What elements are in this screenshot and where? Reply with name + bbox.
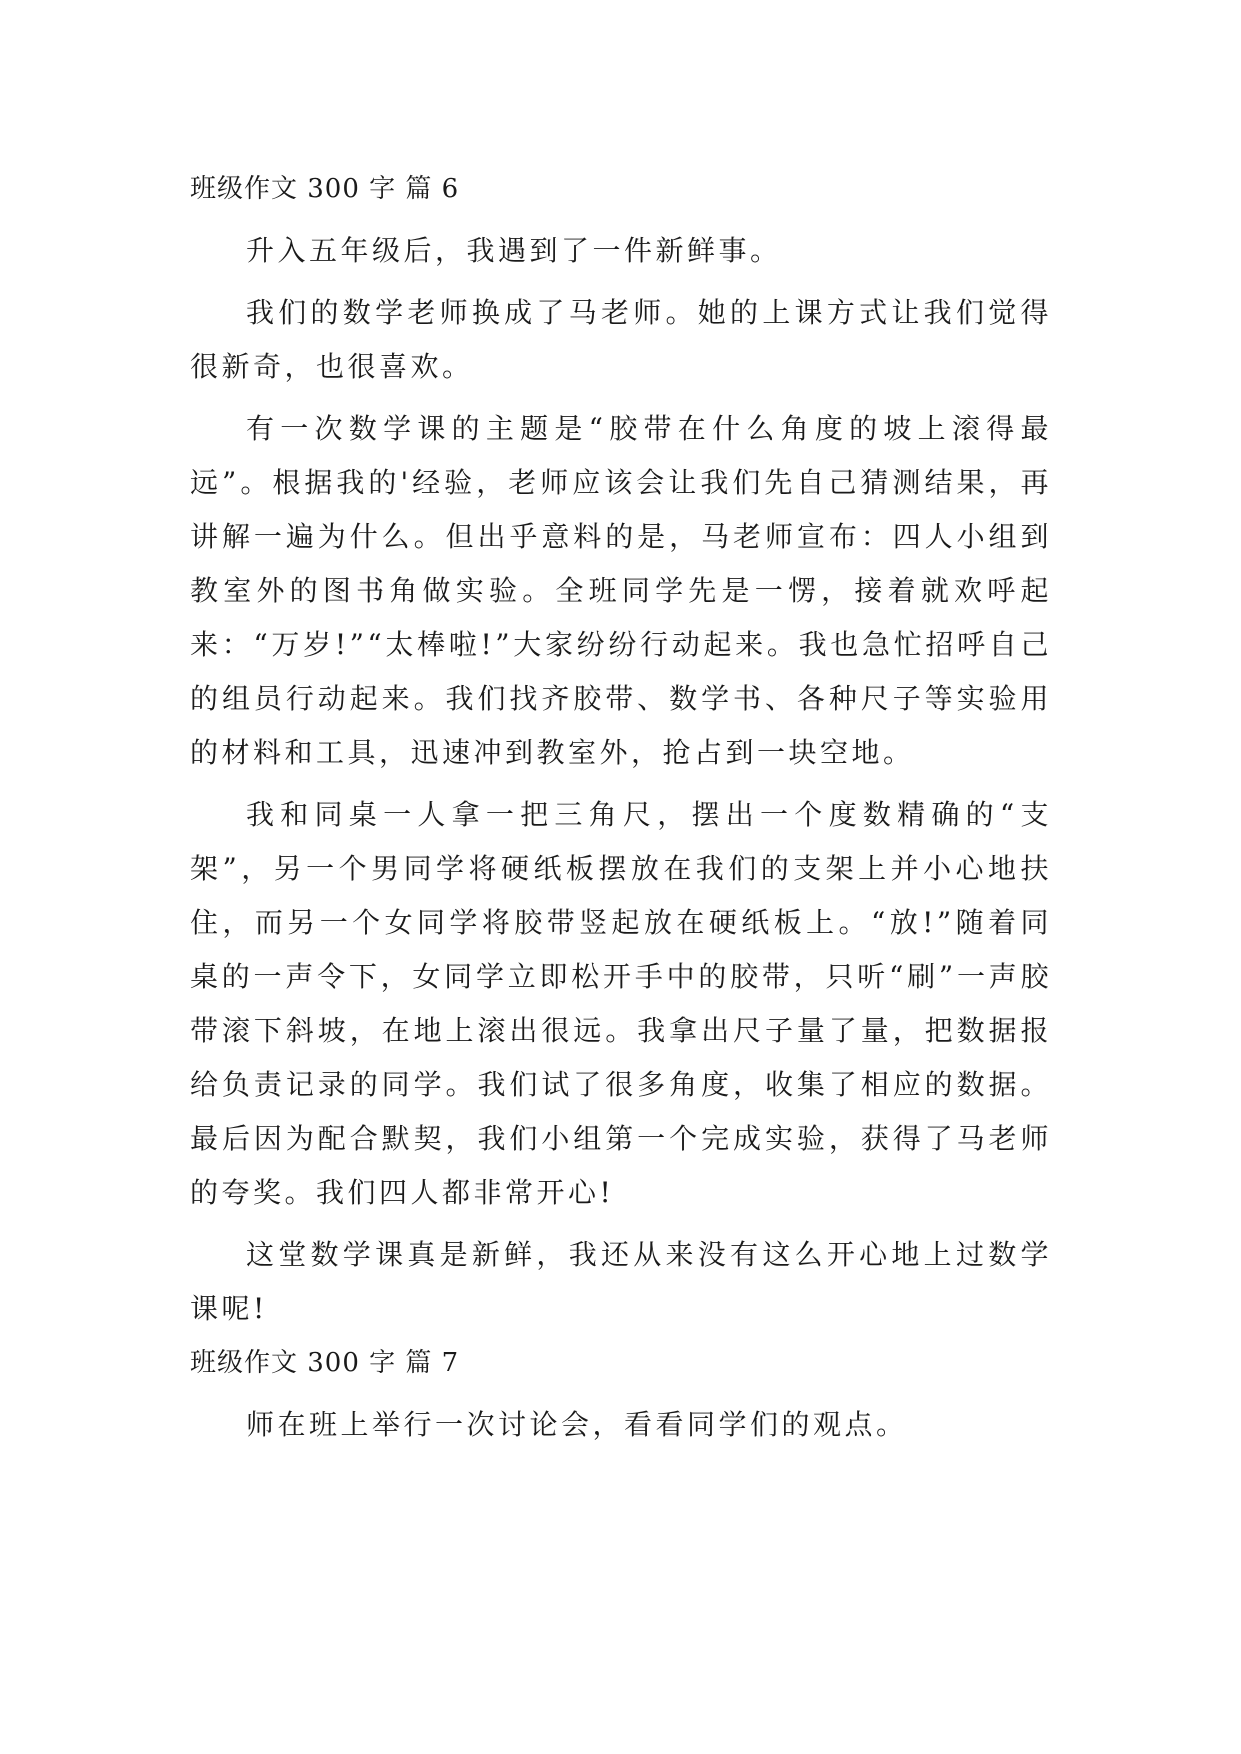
paragraph: 升入五年级后，我遇到了一件新鲜事。 — [246, 234, 782, 267]
paragraph: 这堂数学课真是新鲜，我还从来没有这么开心地上过数学课呢! — [190, 1238, 1052, 1325]
paragraph: 我们的数学老师换成了马老师。她的上课方式让我们觉得很新奇，也很喜欢。 — [190, 296, 1052, 383]
paragraph: 师在班上举行一次讨论会，看看同学们的观点。 — [246, 1408, 908, 1441]
paragraph: 有一次数学课的主题是“胶带在什么角度的坡上滚得最远”。根据我的'经验，老师应该会让我们先自己猜测结果，再讲解一遍为什么。但出乎意料的是，马老师宣布：四人小组到教室外的图书角做实验。全班同学先是一愣，接着就欢呼起来：“万岁!”“太棒啦!”大家纷纷行动起来。我也急忙招呼自己的组员行动起来。我们找齐胶带、数学书、各种尺子等实验用的材料和工具，迅速冲到教室外，抢占到一块空地。 — [190, 412, 1052, 769]
paragraph: 我和同桌一人拿一把三角尺，摆出一个度数精确的“支架”，另一个男同学将硬纸板摆放在我们的支架上并小心地扶住，而另一个女同学将胶带竖起放在硬纸板上。“放!”随着同桌的一声令下，女同学立即松开手中的胶带，只听“刷”一声胶带滚下斜坡，在地上滚出很远。我拿出尺子量了量，把数据报给负责记录的同学。我们试了很多角度，收集了相应的数据。最后因为配合默契，我们小组第一个完成实验，获得了马老师的夸奖。我们四人都非常开心! — [190, 798, 1052, 1209]
section-heading-6: 班级作文 300 字 篇 6 — [190, 174, 460, 204]
document-body — [190, 162, 1052, 1452]
section-heading-7: 班级作文 300 字 篇 7 — [190, 1348, 460, 1378]
